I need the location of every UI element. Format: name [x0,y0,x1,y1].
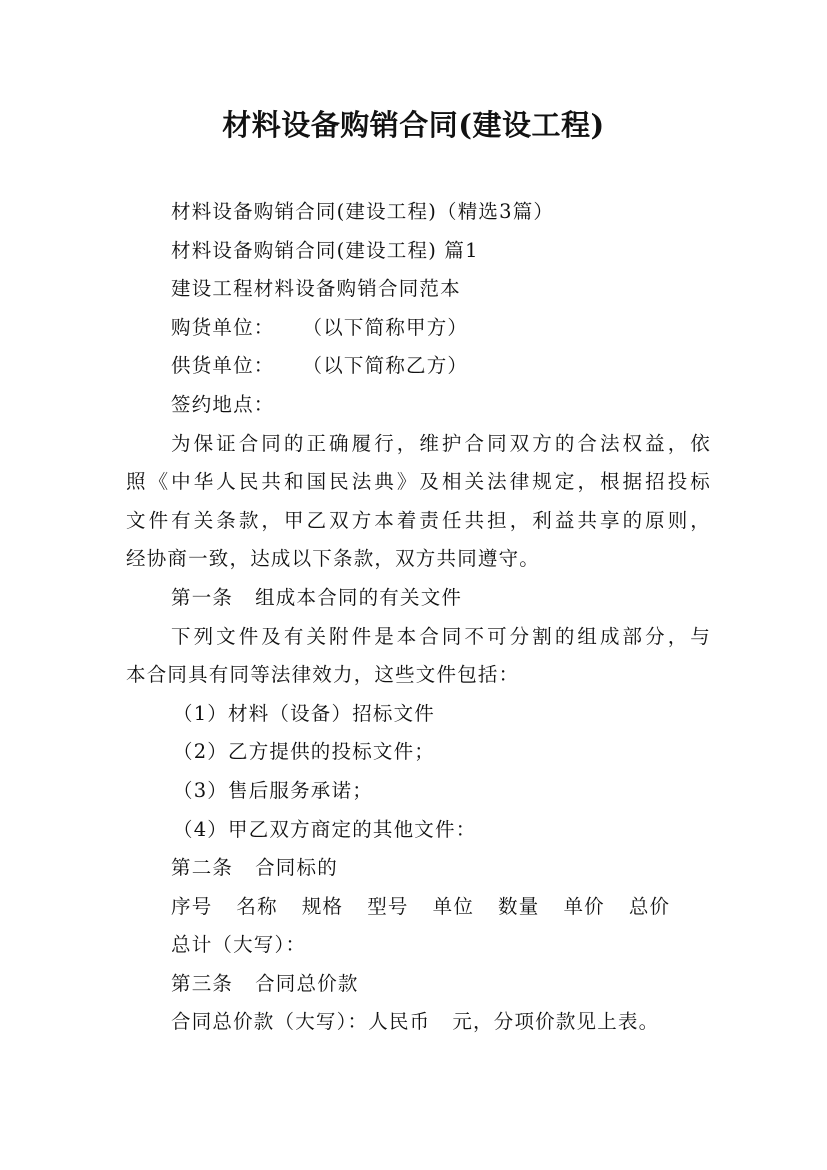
total-price-note: 元，分项价款见上表。 [452,1010,660,1034]
spec-col: 单价 [563,894,605,918]
document-body [126,193,711,1042]
article-number: 第二条 [171,856,234,880]
spec-col: 名称 [236,894,278,918]
buyer-note: （以下简称甲方） [302,315,469,339]
list-item: （3）售后服务承诺； [173,778,373,802]
list-item: （4）甲乙双方商定的其他文件： [173,817,477,841]
paragraph-line: 为保证合同的正确履行，维护合同双方的合法权益，依 [171,431,711,455]
paragraph-line: 下列文件及有关附件是本合同不可分割的组成部分，与 [171,624,711,648]
spec-col: 总价 [628,894,671,918]
buyer-line [126,309,711,348]
article-title: 组成本合同的有关文件 [255,585,463,609]
article-number: 第一条 [171,585,234,609]
buyer-label: 购货单位： [171,315,275,339]
article-number: 第三条 [171,971,234,995]
list-item: （2）乙方提供的投标文件； [173,740,436,764]
paragraph-line: 照《中华人民共和国民法典》及相关法律规定，根据招投标 [126,470,711,494]
subtitle-line: 材料设备购销合同(建设工程)（精选3篇） [171,200,555,223]
spec-col: 单位 [432,894,475,918]
section-heading: 材料设备购销合同(建设工程) 篇1 [171,238,479,262]
spec-col: 型号 [367,894,409,918]
article-title: 合同标的 [255,856,338,880]
contract-name: 建设工程材料设备购销合同范本 [171,277,461,301]
spec-col: 规格 [301,894,344,918]
article-title: 合同总价款 [255,971,359,995]
paragraph-line: 经协商一致，达成以下条款，双方共同遵守。 [126,547,541,571]
article-three-heading [126,965,711,1004]
supplier-note: （以下简称乙方） [302,354,469,378]
list-item: （1）材料（设备）招标文件 [173,701,436,725]
paragraph-line: 本合同具有同等法律效力，这些文件包括： [126,663,520,687]
total-price-label: 合同总价款（大写）：人民币 [171,1010,431,1034]
document-title: 材料设备购销合同(建设工程) [222,108,605,142]
spec-col: 序号 [171,894,213,918]
supplier-line [126,347,711,386]
spec-col: 数量 [498,894,540,918]
signing-place-line: 签约地点： [171,392,275,416]
spec-header-row [126,888,711,927]
paragraph-line: 文件有关条款，甲乙双方本着责任共担，利益共享的原则， [126,508,711,532]
total-price-line [126,1003,711,1042]
supplier-label: 供货单位： [171,354,275,378]
article-one-heading [126,579,711,618]
total-line: 总计（大写）： [171,933,307,957]
article-two-heading [126,849,711,888]
